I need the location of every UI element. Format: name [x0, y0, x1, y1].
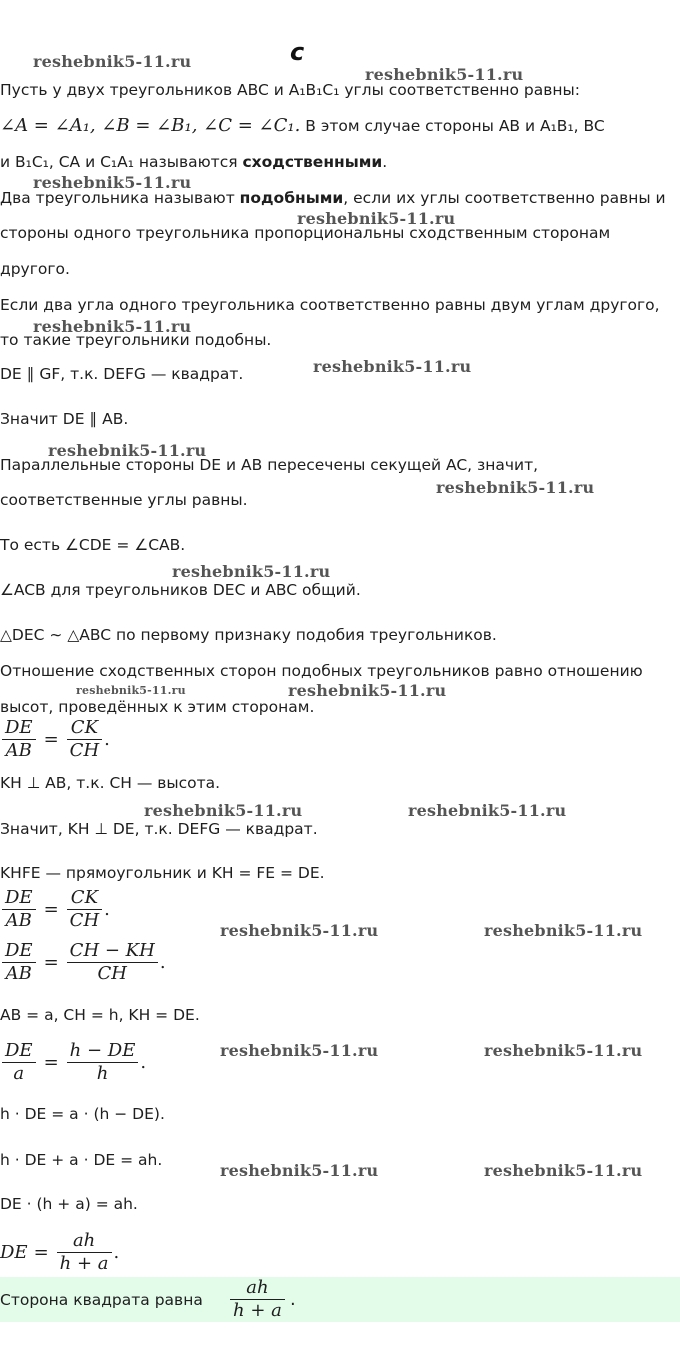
operator: = [43, 1052, 59, 1073]
numerator: CK [67, 887, 102, 910]
text-line: h · DE = a · (h − DE). [0, 1105, 165, 1123]
fraction [2, 717, 36, 762]
watermark: reshebnik5-11.ru [33, 317, 192, 336]
punctuation: . [104, 729, 110, 750]
text-line [0, 188, 666, 208]
fraction [57, 1230, 112, 1275]
watermark: reshebnik5-11.ru [220, 1041, 379, 1060]
text-line: KHFE — прямоугольник и KH = FE = DE. [0, 864, 325, 882]
term-bold: подобными [239, 189, 344, 207]
text-line: Значит DE ∥ AB. [0, 410, 129, 428]
fraction [2, 940, 36, 985]
watermark: reshebnik5-11.ru [436, 478, 595, 497]
denominator: CH [97, 963, 127, 984]
watermark: reshebnik5-11.ru [172, 562, 331, 581]
operator: = [43, 729, 59, 750]
fraction [67, 940, 158, 985]
text-line: соответственные углы равны. [0, 491, 248, 509]
text-line: То есть ∠CDE = ∠CAB. [0, 536, 186, 554]
text-line: высот, проведённых к этим сторонам. [0, 698, 315, 716]
denominator: h + a [59, 1253, 109, 1274]
operator: = [43, 952, 59, 973]
text-line: другого. [0, 260, 70, 278]
text-line: Значит, KH ⊥ DE, т.к. DEFG — квадрат. [0, 820, 318, 838]
text-line: △DEC ∼ △ABC по первому признаку подобия треугольников. [0, 626, 497, 644]
numerator: ah [57, 1230, 112, 1253]
punctuation: . [290, 1289, 296, 1310]
answer-text: Сторона квадрата равна [0, 1291, 203, 1309]
equation [0, 717, 110, 762]
punctuation: . [113, 1242, 120, 1263]
denominator: CH [69, 910, 100, 931]
fraction [2, 887, 36, 932]
text-line: Если два угла одного треугольника соответственно равны двум углам другого, [0, 296, 660, 314]
fraction [2, 1040, 36, 1085]
watermark: reshebnik5-11.ru [484, 921, 643, 940]
text-line: DE ∥ GF, т.к. DEFG — квадрат. [0, 365, 244, 383]
watermark: reshebnik5-11.ru [33, 173, 192, 192]
text-line: AB = a, CH = h, KH = DE. [0, 1006, 200, 1024]
punctuation: . [104, 899, 110, 920]
watermark: reshebnik5-11.ru [288, 681, 447, 700]
operator: = [33, 1242, 49, 1263]
watermark: reshebnik5-11.ru [484, 1041, 643, 1060]
text-line [0, 116, 605, 136]
text-line: ∠ACB для треугольников DEC и ABC общий. [0, 581, 361, 599]
watermark: reshebnik5-11.ru [313, 357, 472, 376]
punctuation: . [159, 952, 166, 973]
watermark: reshebnik5-11.ru [76, 684, 186, 697]
denominator: CH [69, 740, 100, 761]
numerator: DE [2, 887, 36, 910]
equation [0, 887, 110, 932]
text-line: h · DE + a · DE = ah. [0, 1151, 163, 1169]
watermark: reshebnik5-11.ru [220, 921, 379, 940]
fraction [67, 717, 102, 762]
watermark: reshebnik5-11.ru [220, 1161, 379, 1180]
text-line: стороны одного треугольника пропорциональны сходственным сторонам [0, 224, 611, 242]
answer-block [0, 1277, 680, 1322]
text-line: Пусть у двух треугольников ABC и A₁B₁C₁ углы соответственно равны: [0, 81, 580, 99]
text-fragment: Два треугольника называют [0, 189, 240, 207]
operator: = [43, 899, 59, 920]
text-fragment: , если их углы соответственно равны и [343, 189, 666, 207]
text-line: Параллельные стороны DE и AB пересечены секущей AC, значит, [0, 456, 539, 474]
numerator: DE [2, 1040, 36, 1063]
watermark: reshebnik5-11.ru [297, 209, 456, 228]
numerator: DE [2, 940, 36, 963]
equation [0, 1230, 119, 1275]
term-bold: сходственными [242, 153, 383, 171]
task-letter: c [290, 38, 305, 66]
text-line: DE · (h + a) = ah. [0, 1195, 138, 1213]
denominator: h [96, 1063, 109, 1084]
numerator: ah [230, 1277, 285, 1300]
math-expression: ∠A = ∠A₁, ∠B = ∠B₁, ∠C = ∠C₁. [0, 115, 301, 136]
numerator: h − DE [67, 1040, 139, 1063]
denominator: AB [5, 910, 32, 931]
equation [0, 1040, 146, 1085]
text-fragment: В этом случае стороны AB и A₁B₁, BC [300, 117, 605, 135]
denominator: a [13, 1063, 25, 1084]
fraction [67, 887, 102, 932]
answer-fraction [230, 1277, 285, 1322]
text-line: то такие треугольники подобны. [0, 331, 272, 349]
text-line [0, 152, 387, 172]
watermark: reshebnik5-11.ru [484, 1161, 643, 1180]
lhs: DE [0, 1242, 28, 1263]
numerator: CH − KH [67, 940, 158, 963]
denominator: AB [5, 963, 32, 984]
punctuation: . [140, 1052, 147, 1073]
watermark: reshebnik5-11.ru [48, 441, 207, 460]
text-line: KH ⊥ AB, т.к. CH — высота. [0, 774, 221, 792]
fraction [67, 1040, 139, 1085]
text-fragment: . [382, 153, 388, 171]
equation [0, 940, 166, 985]
watermark: reshebnik5-11.ru [408, 801, 567, 820]
denominator: h + a [233, 1300, 282, 1321]
denominator: AB [5, 740, 32, 761]
watermark: reshebnik5-11.ru [144, 801, 303, 820]
watermark: reshebnik5-11.ru [33, 52, 192, 71]
numerator: DE [2, 717, 36, 740]
watermark: reshebnik5-11.ru [365, 65, 524, 84]
text-line: Отношение сходственных сторон подобных треугольников равно отношению [0, 662, 643, 680]
text-fragment: и B₁C₁, CA и C₁A₁ называются [0, 153, 243, 171]
numerator: CK [67, 717, 102, 740]
